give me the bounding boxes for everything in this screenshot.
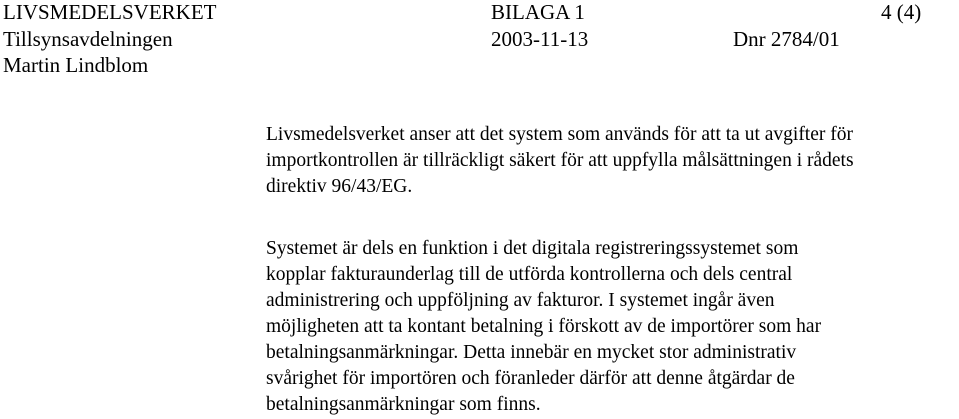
text-line: betalningsanmärkningar som finns. <box>266 394 541 415</box>
text-line: betalningsanmärkningar. Detta innebär en mycket stor administrativ <box>266 342 797 363</box>
paragraph-assessment <box>266 122 958 200</box>
text-line: kopplar fakturaunderlag till de utförda kontrollerna och dels central <box>266 264 793 285</box>
department-name: Tillsynsavdelningen <box>3 27 173 51</box>
text-line: svårighet för importören och föranleder därför att denne åtgärdar de <box>266 368 795 389</box>
attachment-label: BILAGA 1 <box>491 0 585 24</box>
document-date: 2003-11-13 <box>491 27 589 51</box>
registration-number: Dnr 2784/01 <box>733 27 840 51</box>
text-line: Systemet är dels en funktion i det digitala registreringssystemet som <box>266 238 799 259</box>
text-line: importkontrollen är tillräckligt säkert för att uppfylla målsättningen i rådets <box>266 150 854 171</box>
text-line: direktiv 96/43/EG. <box>266 176 413 197</box>
page-number: 4 (4) <box>881 0 922 24</box>
organization-name: LIVSMEDELSVERKET <box>3 0 217 24</box>
text-line: möjligheten att ta kontant betalning i förskott av de importörer som har <box>266 316 822 337</box>
paragraph-system-description <box>266 236 958 418</box>
text-line: Livsmedelsverket anser att det system som används för att ta ut avgifter för <box>266 124 853 145</box>
text-line: administrering och uppföljning av fakturor. I systemet ingår även <box>266 290 775 311</box>
author-name: Martin Lindblom <box>3 53 149 77</box>
